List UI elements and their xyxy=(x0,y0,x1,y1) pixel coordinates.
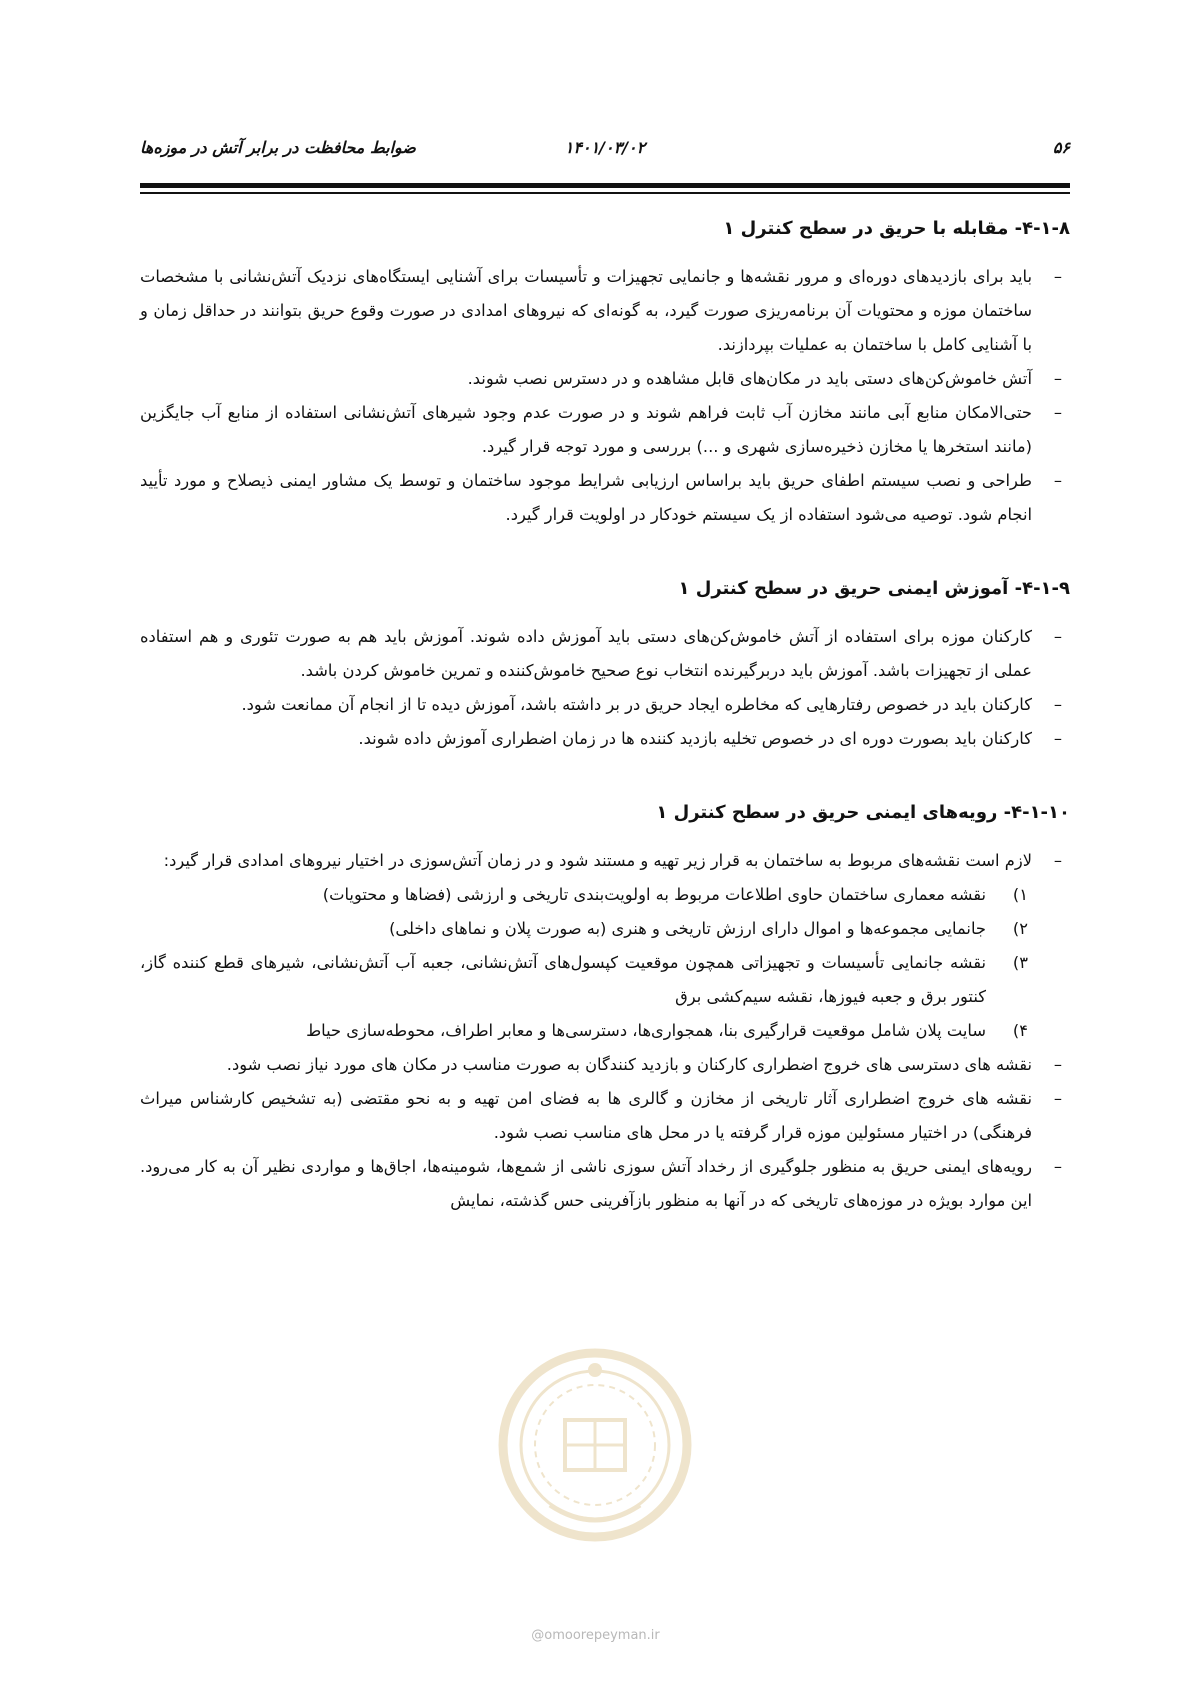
list-item: – کارکنان باید در خصوص رفتارهایی که مخاطره ایجاد حریق در بر داشته باشد، آموزش دیده تا از انجام آن ممانعت شود. xyxy=(140,688,1070,722)
section-heading: ۴-۱-۹- آموزش ایمنی حریق در سطح کنترل ۱ xyxy=(678,578,1070,599)
header-date: ۱۴۰۱/۰۳/۰۲ xyxy=(564,138,646,157)
item-number: ۲) xyxy=(1012,919,1028,938)
numbered-item xyxy=(140,946,1070,1014)
section-heading: ۴-۱-۸- مقابله با حریق در سطح کنترل ۱ xyxy=(723,218,1070,239)
numbered-item xyxy=(140,912,1070,946)
list-item: – طراحی و نصب سیستم اطفای حریق باید براساس ارزیابی شرایط موجود ساختمان و توسط یک مشاور ایمنی ذیصلاح و مورد تأیید انجام شود. توصیه می‌شود استفاده از یک سیستم خودکار در اولویت قرار گیرد. xyxy=(140,464,1070,532)
list-item: – باید برای بازدیدهای دوره‌ای و مرور نقشه‌ها و جانمایی تجهیزات و تأسیسات برای آشنایی ایستگاه‌های نزدیک آتش‌نشانی با مشخصات ساختمان موزه و محتویات آن برنامه‌ریزی صورت گیرد، به گونه‌ای که نیروهای امدادی در صورت وقوع حریق بتوانند در حداقل زمان و با آشنایی کامل با ساختمان به عملیات بپردازند. xyxy=(140,260,1070,362)
item-number: ۱) xyxy=(1012,885,1028,904)
list-item: – کارکنان باید بصورت دوره ای در خصوص تخلیه بازدید کننده ها در زمان اضطراری آموزش داده شوند. xyxy=(140,722,1070,756)
watermark-url: @omoorepeyman.ir xyxy=(531,1628,660,1643)
numbered-list xyxy=(140,878,1070,1048)
header-rule-thick xyxy=(140,183,1070,188)
page-number: ۵۶ xyxy=(1052,138,1070,157)
section-fire-response xyxy=(140,212,1070,532)
list-item: – آتش خاموش‌کن‌های دستی باید در مکان‌های قابل مشاهده و در دسترس نصب شوند. xyxy=(140,362,1070,396)
bullet-list xyxy=(140,260,1070,532)
list-item: – حتی‌الامکان منابع آبی مانند مخازن آب ثابت فراهم شوند و در صورت عدم وجود شیرهای آتش‌نشانی استفاده از منابع آب جایگزین (مانند استخرها یا مخازن ذخیره‌سازی شهری و ...) بررسی و مورد توجه قرار گیرد. xyxy=(140,396,1070,464)
numbered-item xyxy=(140,878,1070,912)
item-number: ۳) xyxy=(1012,953,1028,972)
item-text: سایت پلان شامل موقعیت قرارگیری بنا، همجواری‌ها، دسترسی‌ها و معابر اطراف، محوطه‌سازی حیاط xyxy=(306,1021,986,1040)
list-item: – لازم است نقشه‌های مربوط به ساختمان به قرار زیر تهیه و مستند شود و در زمان آتش‌سوزی در اختیار نیروهای امدادی قرار گیرد: xyxy=(140,844,1070,878)
list-item: – رویه‌های ایمنی حریق به منظور جلوگیری از رخداد آتش سوزی ناشی از شمع‌ها، شومینه‌ها، اجاق‌ها و مواردی نظیر آن به کار می‌رود. این موارد بویژه در موزه‌های تاریخی که در آنها به منظور بازآفرینی حس گذشته، نمایش xyxy=(140,1150,1070,1218)
bullet-list xyxy=(140,1048,1070,1218)
numbered-item xyxy=(140,1014,1070,1048)
header-document-title: ضوابط محافظت در برابر آتش در موزه‌ها xyxy=(140,138,416,157)
section-fire-safety-procedures xyxy=(140,796,1070,1218)
list-item: – نقشه های دسترسی های خروج اضطراری کارکنان و بازدید کنندگان به صورت مناسب در مکان های مورد نیاز نصب شود. xyxy=(140,1048,1070,1082)
item-text: نقشه معماری ساختمان حاوی اطلاعات مربوط به اولویت‌بندی تاریخی و ارزشی (فضاها و محتویات) xyxy=(322,885,986,904)
bullet-list xyxy=(140,620,1070,756)
item-number: ۴) xyxy=(1012,1021,1028,1040)
item-text: نقشه جانمایی تأسیسات و تجهیزاتی همچون موقعیت کپسول‌های آتش‌نشانی، جعبه آب آتش‌نشانی، شیرهای قطع کننده گاز، کنتور برق و جعبه فیوزها، نقشه سیم‌کشی برق xyxy=(140,953,986,1006)
section-heading: ۴-۱-۱۰- رویه‌های ایمنی حریق در سطح کنترل ۱ xyxy=(656,802,1070,823)
page-header xyxy=(140,138,1070,168)
header-rule-thin xyxy=(140,192,1070,194)
list-item: – کارکنان موزه برای استفاده از آتش خاموش‌کن‌های دستی باید آموزش داده شوند. آموزش باید هم به صورت تئوری و هم استفاده عملی از تجهیزات باشد. آموزش باید دربرگیرنده انتخاب نوع صحیح خاموش‌کننده و تمرین خاموش کردن باشد. xyxy=(140,620,1070,688)
seal-logo-icon xyxy=(490,1340,700,1570)
item-text: جانمایی مجموعه‌ها و اموال دارای ارزش تاریخی و هنری (به صورت پلان و نماهای داخلی) xyxy=(389,919,986,938)
list-item: – نقشه های خروج اضطراری آثار تاریخی از مخازن و گالری ها به فضای امن تهیه و به نحو مقتضی (به تشخیص کارشناس میراث فرهنگی) در اختیار مسئولین موزه قرار گرفته یا در محل های مناسب نصب شود. xyxy=(140,1082,1070,1150)
section-fire-safety-training xyxy=(140,572,1070,756)
bullet-list xyxy=(140,844,1070,878)
page-content xyxy=(140,212,1070,1258)
